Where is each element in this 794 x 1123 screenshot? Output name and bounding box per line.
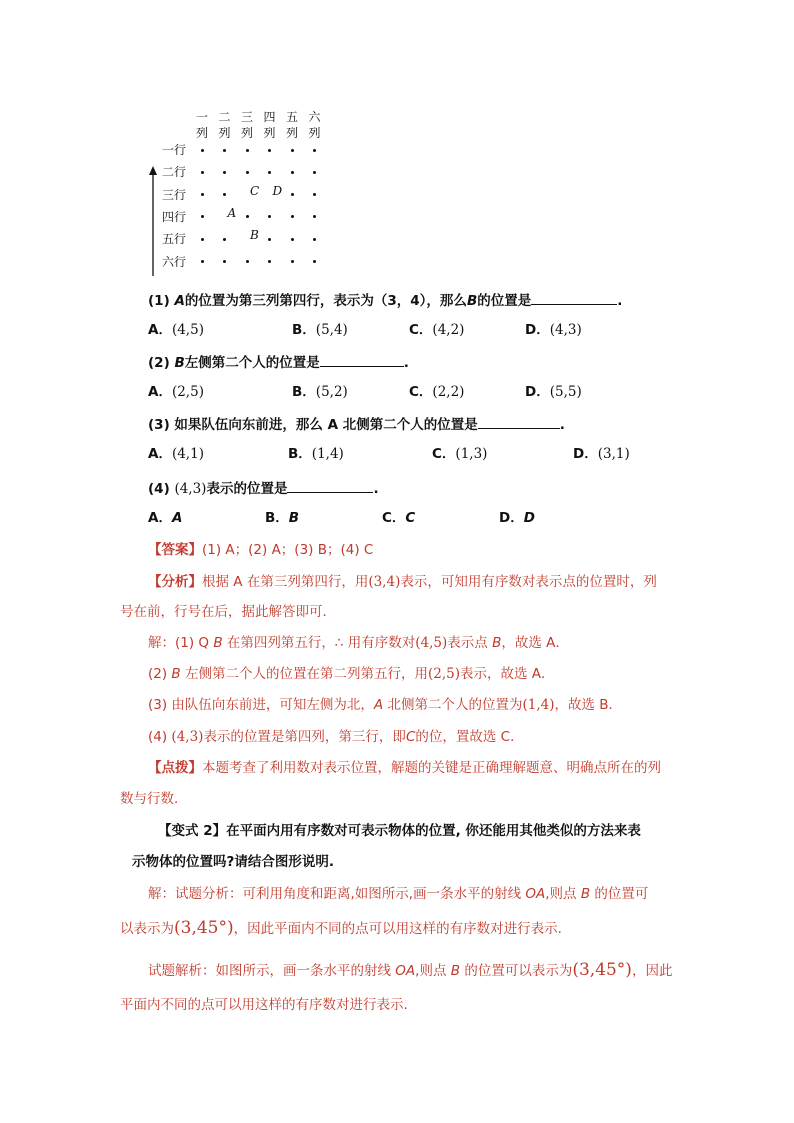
q4-prefix: (4) bbox=[148, 481, 170, 497]
q1-period: . bbox=[617, 293, 623, 309]
solution-s1-a: 解：(1) Q bbox=[148, 635, 214, 651]
row-label: 五行 bbox=[162, 232, 187, 247]
solution-line-2 bbox=[148, 664, 555, 684]
q4-option-a-label: A． bbox=[148, 510, 172, 526]
q2-option-b-label: B． bbox=[292, 384, 316, 400]
q4-value: (4,3) bbox=[174, 481, 207, 497]
vs-p1-a: 解：试题分析：可利用角度和距离,如图所示,画一条水平的射线 bbox=[148, 886, 526, 902]
q4-option-c-value: C bbox=[405, 510, 416, 526]
q1-option-a-value: (4,5) bbox=[171, 322, 204, 338]
row-label: 二行 bbox=[162, 165, 187, 180]
solution-s1-f: ，故选 A． bbox=[501, 635, 569, 651]
q3-option-b-value: (1,4) bbox=[311, 446, 344, 462]
analysis-line1-math: (3,4) bbox=[368, 574, 401, 590]
variant-tag: 【变式 2】 bbox=[158, 823, 227, 839]
q4-end: 表示的位置是 bbox=[206, 481, 288, 497]
tip-line1-text: 本题考查了利用数对表示位置，解题的关键是正确理解题意、明确点所在的列 bbox=[202, 760, 661, 776]
vs-p3-oa: OA bbox=[395, 963, 416, 979]
solution-s2-b: B bbox=[171, 666, 181, 682]
analysis-line-1 bbox=[148, 572, 657, 592]
row-label: 六行 bbox=[162, 254, 187, 269]
vs-p3-c: 的位置可以表示为 bbox=[460, 963, 573, 979]
column-header-char: 五 bbox=[286, 110, 299, 124]
solution-s4-d: 的位，置故选 C． bbox=[415, 729, 524, 745]
q3-text: (3) 如果队伍向东前进，那么 A 北侧第二个人的位置是 bbox=[148, 417, 478, 433]
q1-var-a: A bbox=[174, 293, 185, 309]
grid-dot bbox=[291, 215, 294, 218]
answer-line bbox=[148, 540, 373, 560]
grid-dot bbox=[291, 260, 294, 263]
q3-option-c-label: C． bbox=[432, 446, 456, 462]
solution-s1-c: 在第四列第五行，∴ 用有序数对 bbox=[222, 635, 416, 651]
q2-answer-blank bbox=[320, 352, 404, 367]
grid-dot bbox=[201, 260, 204, 263]
tip-line-2: 数与行数． bbox=[120, 791, 188, 807]
column-header-char: 列 bbox=[218, 126, 231, 140]
grid-dot bbox=[201, 215, 204, 218]
q2-option-d-label: D． bbox=[525, 384, 550, 400]
grid-dot bbox=[246, 215, 249, 218]
q4-period: . bbox=[373, 481, 379, 497]
grid-dot bbox=[223, 149, 226, 152]
column-header-char: 四 bbox=[263, 110, 276, 124]
grid-dot bbox=[291, 171, 294, 174]
vs-p1-oa: OA bbox=[525, 886, 546, 902]
column-header-char: 列 bbox=[286, 126, 299, 140]
grid-dot bbox=[246, 149, 249, 152]
analysis-line1-b: 表示，可知用有序数对表示点的位置时，列 bbox=[400, 574, 657, 590]
grid-figure bbox=[148, 108, 328, 273]
q1-var-b: B bbox=[466, 293, 478, 309]
q2-period: . bbox=[403, 355, 409, 371]
grid-dot bbox=[268, 260, 271, 263]
column-header-char: 列 bbox=[308, 126, 321, 140]
solution-s2-a: (2) bbox=[148, 666, 172, 682]
q1-option-d-label: D． bbox=[525, 322, 550, 338]
grid-dot bbox=[313, 260, 316, 263]
vs-p3-b: ,则点 bbox=[415, 963, 451, 979]
q1-option-b-value: (5,4) bbox=[315, 322, 348, 338]
vs-p1-b: ,则点 bbox=[545, 886, 581, 902]
variant-line-1 bbox=[158, 821, 641, 841]
column-header-char: 列 bbox=[241, 126, 254, 140]
q1-end: 的位置是 bbox=[477, 293, 532, 309]
q4-option-a-value: A bbox=[171, 510, 183, 526]
solution-s4-c: C bbox=[405, 729, 416, 745]
column-header-char: 一 bbox=[196, 110, 209, 124]
grid-dot bbox=[223, 193, 226, 196]
grid-dot bbox=[313, 238, 316, 241]
q2-option-c-value: (2,2) bbox=[432, 384, 465, 400]
grid-dot bbox=[223, 260, 226, 263]
solution-s1-e: B bbox=[492, 635, 502, 651]
variant-solution-line-2 bbox=[120, 918, 562, 939]
solution-s3-c: 北侧第二个人的位置为 bbox=[383, 697, 523, 713]
solution-s2-math: (2,5) bbox=[427, 666, 460, 682]
q1-option-b-label: B． bbox=[292, 322, 316, 338]
solution-line-3 bbox=[148, 695, 622, 715]
question-4 bbox=[148, 478, 379, 499]
q2-option-b-value: (5,2) bbox=[315, 384, 348, 400]
grid-dot bbox=[313, 215, 316, 218]
column-header-char: 列 bbox=[196, 126, 209, 140]
vs-p2-a: 以表示为 bbox=[120, 921, 174, 937]
q4-option-d-value: D bbox=[523, 510, 535, 526]
q1-prefix: (1) bbox=[148, 293, 170, 309]
grid-dot bbox=[246, 171, 249, 174]
answer-tag: 【答案】 bbox=[148, 542, 202, 558]
solution-s3-b: A bbox=[373, 697, 384, 713]
q3-answer-blank bbox=[478, 414, 560, 429]
row-label: 四行 bbox=[162, 209, 187, 224]
solution-s1-math: (4,5) bbox=[415, 635, 448, 651]
q1-answer-blank bbox=[531, 290, 617, 305]
analysis-tag: 【分析】 bbox=[148, 574, 202, 590]
row-label: 三行 bbox=[162, 187, 187, 202]
question-3 bbox=[148, 414, 565, 435]
variant-solution-line-4: 平面内不同的点可以用这样的有序数对进行表示. bbox=[120, 997, 408, 1013]
grid-dot bbox=[201, 171, 204, 174]
grid-dot bbox=[313, 149, 316, 152]
solution-s1-b: B bbox=[213, 635, 223, 651]
up-arrow-icon bbox=[148, 166, 158, 278]
analysis-line-2: 号在前，行号在后，据此解答即可． bbox=[120, 604, 336, 620]
q1-option-a-label: A． bbox=[148, 322, 172, 338]
q4-option-b-value: B bbox=[288, 510, 300, 526]
q3-period: . bbox=[559, 417, 565, 433]
grid-dot bbox=[268, 215, 271, 218]
grid-dot bbox=[291, 149, 294, 152]
grid-dot bbox=[313, 171, 316, 174]
solution-s2-d: 表示，故选 A． bbox=[460, 666, 555, 682]
q1-option-d-value: (4,3) bbox=[549, 322, 582, 338]
question-2 bbox=[148, 352, 409, 373]
solution-line-4 bbox=[148, 727, 524, 747]
q2-option-a-value: (2,5) bbox=[171, 384, 204, 400]
vs-p3-point-b: B bbox=[450, 963, 461, 979]
grid-dot bbox=[223, 171, 226, 174]
row-label: 一行 bbox=[162, 143, 187, 157]
q4-option-b-label: B． bbox=[265, 510, 289, 526]
grid-dot bbox=[268, 238, 271, 241]
vs-p3-a: 试题解析：如图所示，画一条水平的射线 bbox=[148, 963, 396, 979]
solution-s1-d: 表示点 bbox=[447, 635, 493, 651]
grid-dot bbox=[313, 193, 316, 196]
q2-prefix: (2) bbox=[148, 355, 170, 371]
q2-option-a-label: A． bbox=[148, 384, 172, 400]
variant-line1-text: 在平面内用有序数对可表示物体的位置, 你还能用其他类似的方法来表 bbox=[226, 823, 641, 839]
q4-option-d-label: D． bbox=[499, 510, 524, 526]
q2-var-b: B bbox=[174, 355, 185, 371]
grid-dot bbox=[201, 238, 204, 241]
solution-s4-b: 表示的位置是第四列，第三行，即 bbox=[203, 729, 406, 745]
tip-line-1 bbox=[148, 758, 661, 778]
grid-dot bbox=[291, 238, 294, 241]
q4-option-c-label: C． bbox=[382, 510, 406, 526]
q3-option-b-label: B． bbox=[288, 446, 312, 462]
question-1 bbox=[148, 290, 622, 311]
point-label-d: D bbox=[272, 183, 283, 198]
point-label-c: C bbox=[250, 183, 260, 198]
q1-option-c-value: (4,2) bbox=[432, 322, 465, 338]
grid-dot bbox=[223, 238, 226, 241]
variant-line-2: 示物体的位置吗?请结合图形说明. bbox=[132, 854, 334, 870]
grid-dot bbox=[268, 149, 271, 152]
vs-p1-point-b: B bbox=[580, 886, 591, 902]
solution-s4-a: (4) bbox=[148, 729, 172, 745]
q1-option-c-label: C． bbox=[409, 322, 433, 338]
vs-p1-c: 的位置可 bbox=[590, 886, 649, 902]
grid-dot bbox=[291, 193, 294, 196]
q2-option-d-value: (5,5) bbox=[549, 384, 582, 400]
q1-mid: 的位置为第三列第四行，表示为（3，4），那么 bbox=[184, 293, 467, 309]
grid-dot bbox=[201, 149, 204, 152]
vs-p2-b: ，因此平面内不同的点可以用这样的有序数对进行表示. bbox=[233, 921, 562, 937]
q2-end: 左侧第二个人的位置是 bbox=[184, 355, 320, 371]
column-header-char: 二 bbox=[218, 110, 231, 124]
tip-tag: 【点拨】 bbox=[148, 760, 202, 776]
point-label-b: B bbox=[250, 228, 259, 243]
q3-option-d-label: D． bbox=[573, 446, 598, 462]
solution-line-1 bbox=[148, 633, 569, 653]
grid-dot bbox=[246, 260, 249, 263]
solution-s3-math: (1,4) bbox=[522, 697, 555, 713]
column-header-char: 三 bbox=[241, 110, 254, 124]
q2-option-c-label: C． bbox=[409, 384, 433, 400]
q3-option-a-value: (4,1) bbox=[171, 446, 204, 462]
column-header-char: 列 bbox=[263, 126, 276, 140]
variant-solution-line-1 bbox=[148, 884, 648, 904]
q3-option-a-label: A． bbox=[148, 446, 172, 462]
point-label-a: A bbox=[227, 205, 237, 220]
grid-dot bbox=[268, 171, 271, 174]
q3-option-d-value: (3,1) bbox=[597, 446, 630, 462]
answer-text: (1) A；(2) A；(3) B；(4) C bbox=[202, 542, 374, 558]
solution-s3-d: ，故选 B． bbox=[554, 697, 623, 713]
solution-s2-c: 左侧第二个人的位置在第二列第五行，用 bbox=[180, 666, 428, 682]
column-header-char: 六 bbox=[308, 110, 321, 124]
vs-p3-math: (3,45°) bbox=[572, 960, 632, 980]
q4-answer-blank bbox=[287, 478, 373, 493]
grid-dot bbox=[201, 193, 204, 196]
solution-s4-math: (4,3) bbox=[171, 729, 204, 745]
solution-s3-a: (3) 由队伍向东前进，可知左侧为北， bbox=[148, 697, 374, 713]
vs-p2-math: (3,45°) bbox=[174, 918, 234, 938]
vs-p3-d: ，因此 bbox=[631, 963, 673, 979]
q3-option-c-value: (1,3) bbox=[455, 446, 488, 462]
analysis-line1-a: 根据 A 在第三列第四行，用 bbox=[202, 574, 369, 590]
variant-solution-line-3 bbox=[148, 960, 672, 981]
